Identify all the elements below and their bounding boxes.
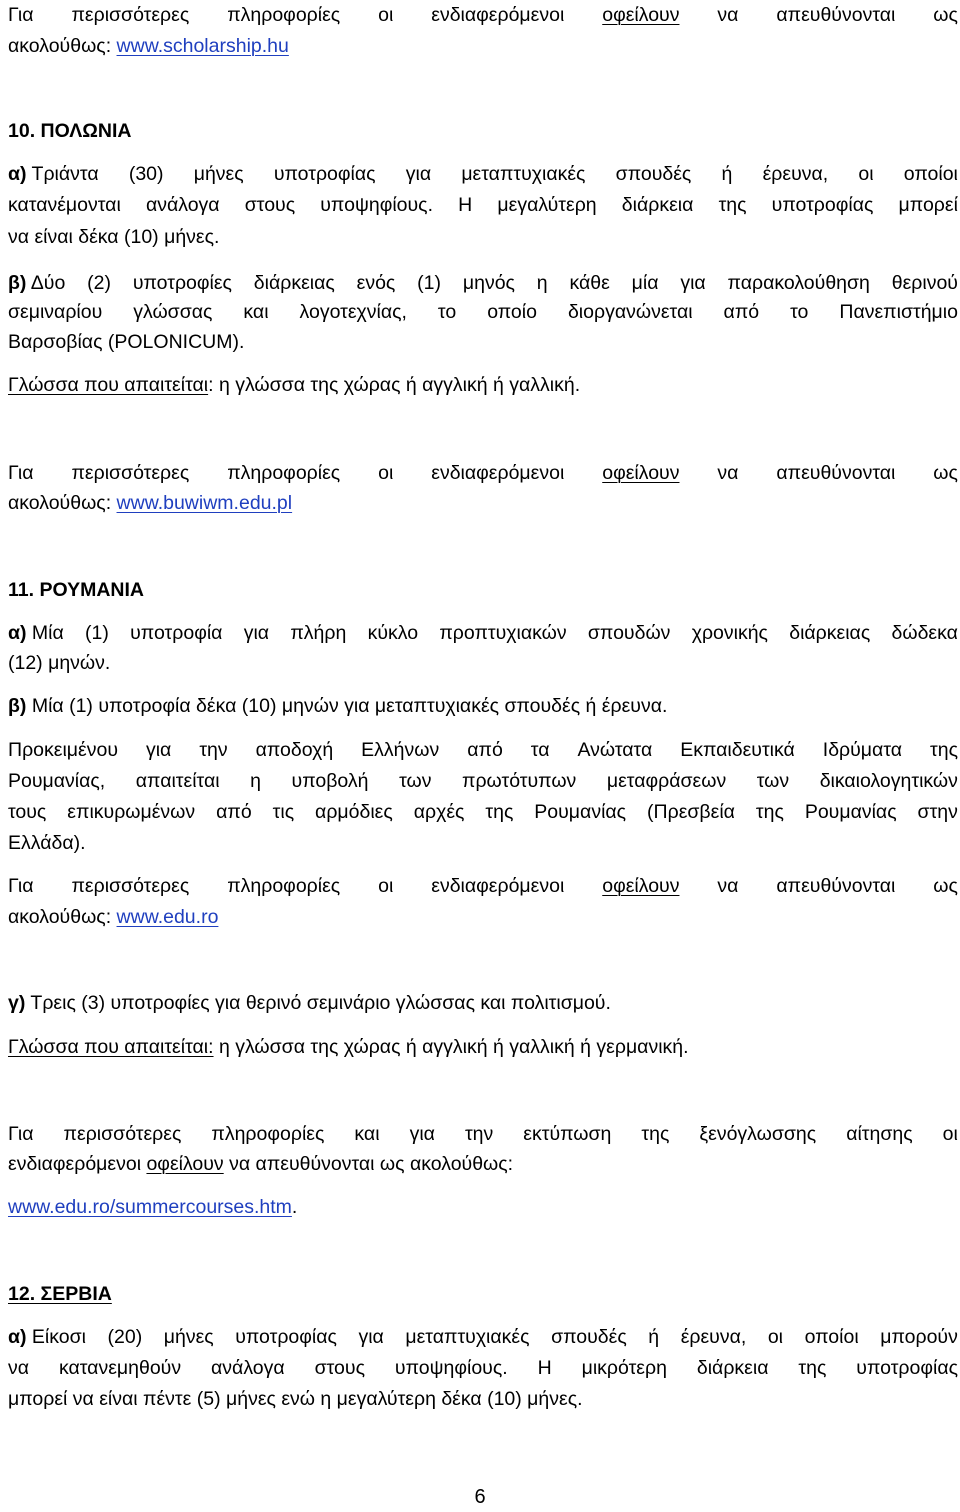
language-line (8, 1034, 689, 1060)
language-label: Γλώσσα που απαιτείται: (8, 1036, 214, 1058)
word: αρχές (413, 801, 465, 823)
justified-line (8, 1121, 958, 1147)
language-text: : η γλώσσα της χώρας ή αγγλική ή γαλλική. (208, 374, 581, 396)
justified-line (8, 620, 958, 646)
word: υποτροφίας (771, 194, 874, 216)
word: της (641, 1123, 670, 1145)
word: και (243, 301, 269, 323)
word: Ρουμανίας, (8, 770, 106, 792)
word: περισσότερες (71, 875, 190, 897)
justified-line (8, 1324, 958, 1350)
word: υποψηφίους. (394, 1357, 508, 1379)
word: Ανώτατα (577, 739, 653, 761)
word: την (199, 739, 228, 761)
word: στους (314, 1357, 365, 1379)
word: πληροφορίες (227, 462, 341, 484)
word: ως (933, 4, 958, 26)
word: της (718, 194, 747, 216)
language-label: Γλώσσα που απαιτείται (8, 374, 209, 396)
word: για (243, 622, 270, 644)
word: οποίο (487, 301, 537, 323)
language-text: η γλώσσα της χώρας ή αγγλική ή γαλλική ή γερμανική. (213, 1036, 689, 1058)
word: διάρκειας (253, 272, 335, 294)
word: υποβολή (291, 770, 369, 792)
word: απευθύνονται (776, 462, 896, 484)
word: ενδιαφερόμενοι (431, 4, 565, 26)
word: μήνες (193, 163, 244, 185)
word: έρευνα, (680, 1326, 747, 1348)
word: από (216, 801, 252, 823)
word: ανάλογα (145, 194, 220, 216)
word: μηνός (462, 272, 515, 294)
word: μεταφράσεων (606, 770, 727, 792)
word: αίτησης (846, 1123, 913, 1145)
text: . (291, 1196, 298, 1218)
word: οι (767, 1326, 784, 1348)
word: να (717, 4, 739, 26)
word: παρακολούθηση (727, 272, 870, 294)
text-line (8, 990, 611, 1016)
word: ή (648, 1326, 660, 1348)
word: στους (244, 194, 296, 216)
word: Για (8, 4, 34, 26)
word: υποτροφίας (856, 1357, 958, 1379)
link-buwiwm[interactable]: www.buwiwm.edu.pl (116, 492, 293, 514)
word: σεμιναρίου (8, 301, 103, 323)
word: της (930, 739, 958, 761)
word: επικυρωμένων (67, 801, 196, 823)
word: (Πρεσβεία (647, 801, 735, 823)
word: έρευνα, (762, 163, 829, 185)
word: μπορεί (898, 194, 958, 216)
word: Εκπαιδευτικά (680, 739, 795, 761)
word: χρονικής (691, 622, 768, 644)
word: (1) (417, 272, 442, 294)
text-line (8, 33, 289, 59)
justified-line (8, 270, 958, 296)
word: της (485, 801, 514, 823)
word: των (399, 770, 432, 792)
word: σπουδές (615, 163, 692, 185)
word: Για (8, 875, 34, 897)
text: Τρεις (3) υποτροφίες για θερινό σεμινάριο γλώσσας και πολιτισμού. (25, 992, 611, 1014)
text-line (8, 1151, 513, 1177)
word: γλώσσας (133, 301, 213, 323)
text: Μία (1) υποτροφία δέκα (10) μηνών για μεταπτυχιακές σπουδές ή έρευνα. (26, 695, 668, 717)
link-scholarship[interactable]: www.scholarship.hu (116, 35, 289, 57)
word: η (250, 770, 261, 792)
word: οφείλουν (602, 875, 680, 897)
word: το (437, 301, 457, 323)
word: τα (530, 739, 550, 761)
word: Η (458, 194, 473, 216)
text-line (8, 490, 292, 516)
word: οποίοι (804, 1326, 859, 1348)
word: α) Είκοσι (8, 1326, 86, 1348)
word: μεταπτυχιακές (405, 1326, 530, 1348)
word: να (717, 875, 739, 897)
word: ενός (356, 272, 396, 294)
text-line: μπορεί να είναι πέντε (5) μήνες ενώ η μεγαλύτερη δέκα (10) μήνες. (8, 1388, 583, 1410)
language-line (8, 372, 580, 398)
word: για (680, 272, 706, 294)
word: η (536, 272, 548, 294)
word: οι (378, 875, 394, 897)
text: ακολούθως: (8, 906, 117, 928)
word: (2) (87, 272, 111, 294)
section-heading-poland: 10. ΠΟΛΩΝΙΑ (8, 120, 132, 142)
word: περισσότερες (71, 4, 190, 26)
word: (20) (107, 1326, 143, 1348)
word: οι (858, 163, 874, 185)
word: σπουδών (587, 622, 671, 644)
word: (1) (85, 622, 109, 644)
word: κύκλο (367, 622, 419, 644)
word: να (8, 1357, 30, 1379)
word: κατανέμονται (8, 194, 121, 216)
word: υποτροφίας (273, 163, 376, 185)
word: από (467, 739, 503, 761)
text-line: Ελλάδα). (8, 832, 86, 854)
word: μεγαλύτερη (497, 194, 597, 216)
text-line: να είναι δέκα (10) μήνες. (8, 226, 220, 248)
word: εκτύπωση (523, 1123, 612, 1145)
justified-line (8, 2, 958, 28)
word: κατανεμηθούν (58, 1357, 182, 1379)
word: πληροφορίες (211, 1123, 325, 1145)
text-line (8, 693, 667, 719)
word: μικρότερη (581, 1357, 667, 1379)
word: απαιτείται (135, 770, 220, 792)
word: οποίοι (903, 163, 958, 185)
word: α) Τριάντα (8, 163, 99, 185)
justified-line (8, 460, 958, 486)
justified-line (8, 161, 958, 187)
word: Η (537, 1357, 552, 1379)
justified-line (8, 299, 958, 325)
word: α) Μία (8, 622, 64, 644)
word: διάρκεια (621, 194, 694, 216)
word: οι (942, 1123, 958, 1145)
word: για (358, 1326, 384, 1348)
word: κάθε (569, 272, 610, 294)
word: Ιδρύματα (822, 739, 903, 761)
word: ως (933, 462, 958, 484)
section-heading-serbia: 12. ΣΕΡΒΙΑ (8, 1283, 112, 1305)
word: Ρουμανίας (534, 801, 627, 823)
word: ως (933, 875, 958, 897)
word: σπουδές (551, 1326, 627, 1348)
item-label: β) (8, 695, 27, 717)
justified-line (8, 1355, 958, 1381)
word: διάρκεια (696, 1357, 769, 1379)
link-summercourses[interactable]: www.edu.ro/summercourses.htm (8, 1196, 292, 1218)
word: οι (378, 462, 394, 484)
word: Πανεπιστήμιο (839, 301, 958, 323)
word: ξενόγλωσσης (699, 1123, 817, 1145)
text: ακολούθως: (8, 35, 117, 57)
word: πληροφορίες (227, 4, 341, 26)
word: μήνες (163, 1326, 214, 1348)
word: της (798, 1357, 827, 1379)
word: οφείλουν (602, 4, 680, 26)
word: ή (721, 163, 733, 185)
word: της (755, 801, 784, 823)
item-label: γ) (8, 992, 26, 1014)
link-edu-ro[interactable]: www.edu.ro (116, 906, 219, 928)
word: περισσότερες (63, 1123, 182, 1145)
word: τις (272, 801, 295, 823)
word: περισσότερες (71, 462, 190, 484)
justified-line (8, 737, 958, 763)
item-label: α) (8, 622, 27, 644)
word: (30) (128, 163, 164, 185)
word: διάρκειας (789, 622, 871, 644)
item-label: α) (8, 163, 27, 185)
word: προπτυχιακών (439, 622, 567, 644)
text-line: (12) μηνών. (8, 652, 111, 674)
word: αποδοχή (255, 739, 334, 761)
word: δώδεκα (891, 622, 958, 644)
word: υποψηφίους. (320, 194, 433, 216)
word: αρμόδιες (315, 801, 393, 823)
page-number: 6 (474, 1486, 486, 1508)
word: να (717, 462, 739, 484)
word: ενδιαφερόμενοι (431, 875, 565, 897)
text-line: Βαρσοβίας (POLONICUM). (8, 331, 245, 353)
word: Για (8, 462, 34, 484)
justified-line (8, 768, 958, 794)
word: μία (631, 272, 659, 294)
text: ακολούθως: (8, 492, 117, 514)
text: ενδιαφερόμενοι (8, 1153, 147, 1175)
word: ανάλογα (211, 1357, 285, 1379)
word: για (409, 1123, 435, 1145)
word: μπορούν (880, 1326, 958, 1348)
word: Προκειμένου (8, 739, 118, 761)
word: απευθύνονται (776, 875, 896, 897)
word: μεταπτυχιακές (461, 163, 586, 185)
text-line (8, 904, 218, 930)
word: θερινού (891, 272, 958, 294)
word: από (723, 301, 760, 323)
justified-line (8, 873, 958, 899)
justified-line (8, 192, 958, 218)
word: δικαιολογητικών (819, 770, 958, 792)
word: υποτροφία (130, 622, 223, 644)
text: να απευθύνονται ως ακολούθως: (223, 1153, 514, 1175)
word: οι (378, 4, 394, 26)
text-line (8, 1194, 297, 1220)
word: το (790, 301, 809, 323)
item-label: β) (8, 272, 27, 294)
text-underlined: οφείλουν (146, 1153, 224, 1175)
word: και (354, 1123, 380, 1145)
word: Ελλήνων (361, 739, 440, 761)
word: πρωτότυπων (462, 770, 577, 792)
word: πλήρη (290, 622, 347, 644)
word: στην (917, 801, 958, 823)
word: για (145, 739, 172, 761)
word: β) Δύο (8, 272, 66, 294)
justified-line (8, 799, 958, 825)
word: οφείλουν (602, 462, 680, 484)
word: Για (8, 1123, 34, 1145)
word: υποτροφίας (235, 1326, 337, 1348)
word: ενδιαφερόμενοι (431, 462, 565, 484)
word: την (464, 1123, 494, 1145)
word: πληροφορίες (227, 875, 341, 897)
word: τους (8, 801, 47, 823)
word: Ρουμανίας (804, 801, 897, 823)
word: των (756, 770, 790, 792)
word: διοργανώνεται (567, 301, 693, 323)
word: υποτροφίες (132, 272, 232, 294)
word: για (405, 163, 432, 185)
word: λογοτεχνίας, (299, 301, 407, 323)
word: απευθύνονται (776, 4, 896, 26)
section-heading-romania: 11. ΡΟΥΜΑΝΙΑ (8, 579, 144, 601)
item-label: α) (8, 1326, 27, 1348)
